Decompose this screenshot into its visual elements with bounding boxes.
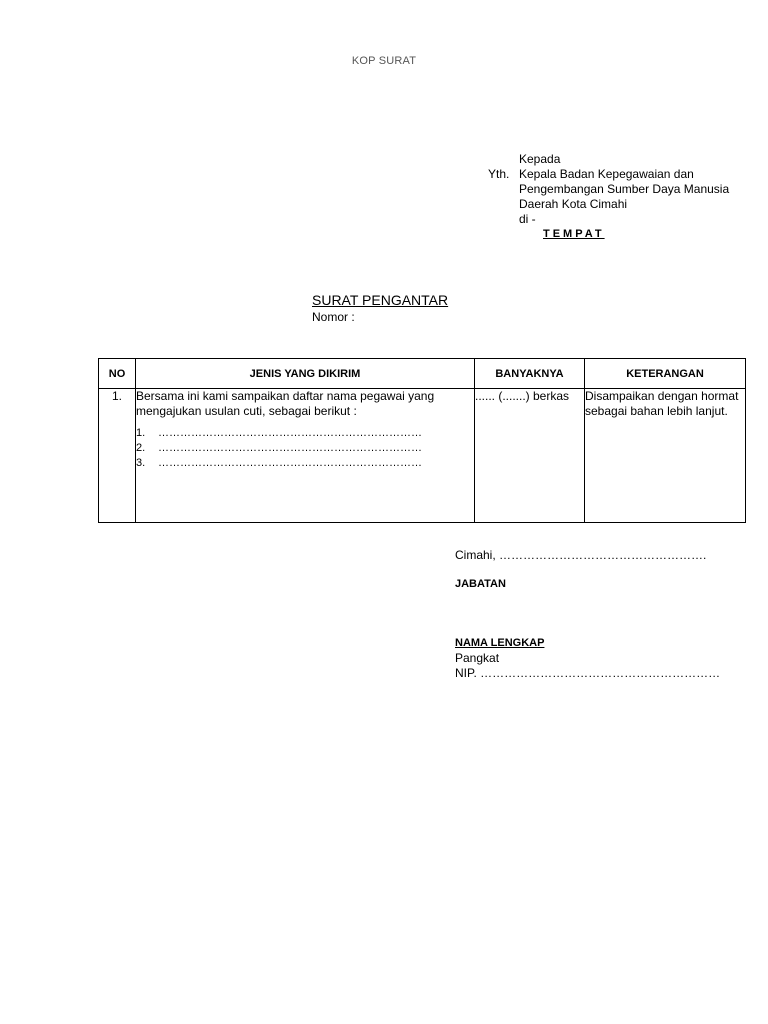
signer-rank: Pangkat <box>455 651 500 665</box>
header-jenis: JENIS YANG DIKIRIM <box>136 359 475 389</box>
list-item-text: ……………………………………………………………… <box>158 442 422 454</box>
address-kepada: Kepada <box>519 152 561 166</box>
address-di: di - <box>519 212 536 226</box>
signer-position: JABATAN <box>455 578 506 590</box>
list-item-number: 2. <box>136 442 146 454</box>
address-line-3: Daerah Kota Cimahi <box>519 197 628 211</box>
address-line-1: Kepala Badan Kepegawaian dan <box>519 167 694 181</box>
address-tempat: TEMPAT <box>543 228 605 240</box>
cell-jenis <box>136 389 475 523</box>
address-line-2: Pengembangan Sumber Daya Manusia <box>519 182 730 196</box>
signer-name: NAMA LENGKAP <box>455 637 545 649</box>
item-list <box>136 426 474 471</box>
address-yth: Yth. <box>488 167 510 181</box>
list-item <box>136 441 474 456</box>
items-table <box>98 358 746 523</box>
cell-keterangan: Disampaikan dengan hormat sebagai bahan lebih lanjut. <box>585 389 746 523</box>
list-item <box>136 426 474 441</box>
header-keterangan: KETERANGAN <box>585 359 746 389</box>
list-item-number: 1. <box>136 427 146 439</box>
list-item-number: 3. <box>136 457 146 469</box>
table-header-row <box>99 359 746 389</box>
header-no: NO <box>99 359 136 389</box>
cell-banyaknya: ...... (.......) berkas <box>475 389 585 523</box>
letter-title: SURAT PENGANTAR <box>312 292 449 308</box>
cell-jenis-text: Bersama ini kami sampaikan daftar nama pegawai yang mengajukan usulan cuti, sebagai berikut : <box>136 389 435 418</box>
place-date: Cimahi, ……………………………………………. <box>455 548 707 562</box>
header-banyaknya: BANYAKNYA <box>475 359 585 389</box>
list-item-text: ……………………………………………………………… <box>158 427 422 439</box>
table-row <box>99 389 746 523</box>
list-item <box>136 456 474 471</box>
signer-nip: NIP. …………………………………………………… <box>455 666 721 680</box>
letterhead-placeholder: KOP SURAT <box>351 55 417 67</box>
cell-no: 1. <box>99 389 136 523</box>
list-item-text: ……………………………………………………………… <box>158 457 422 469</box>
letter-number-label: Nomor : <box>312 310 355 324</box>
